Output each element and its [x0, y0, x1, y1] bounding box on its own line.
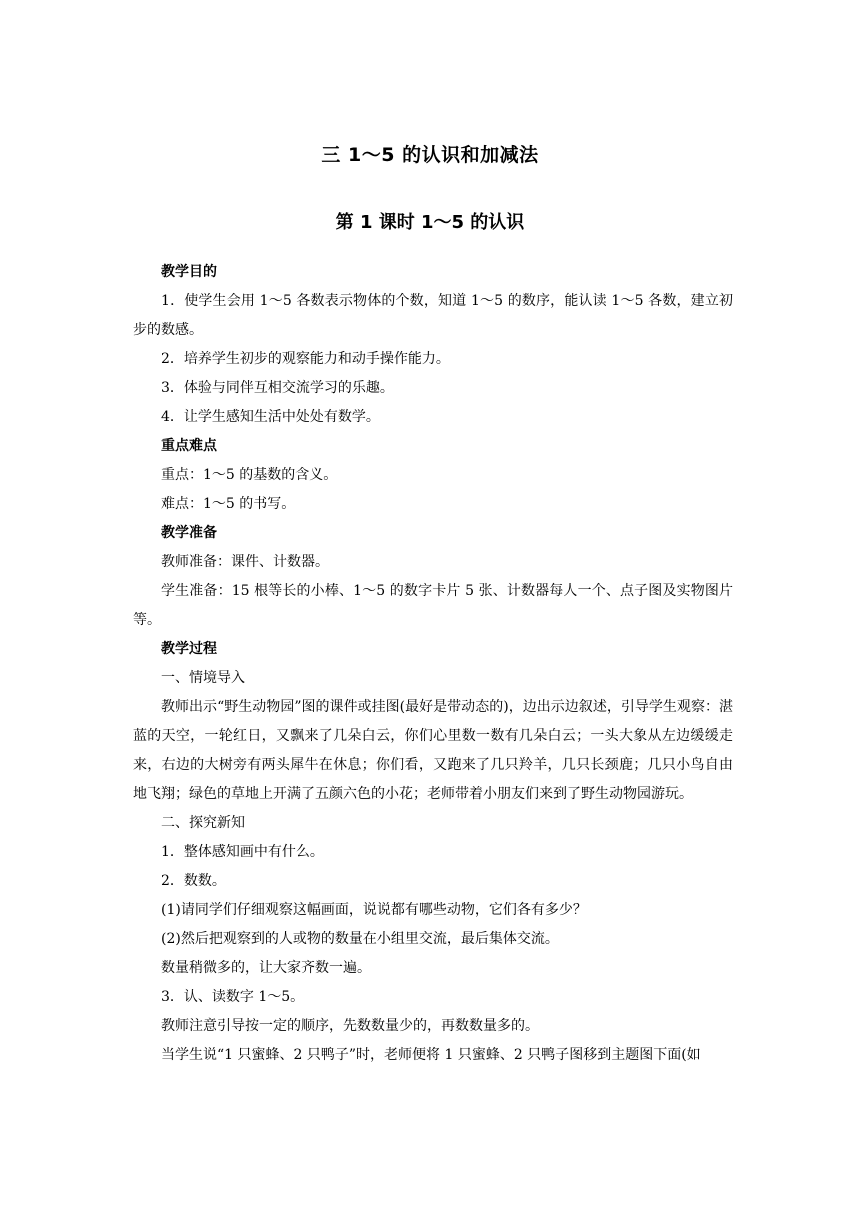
- chapter-title: 三 1～5 的认识和加减法: [321, 144, 539, 166]
- paragraph: 难点：1～5 的书写。: [161, 496, 296, 512]
- paragraph: 4．让学生感知生活中处处有数学。: [161, 409, 380, 425]
- section-heading: 教学准备: [161, 525, 217, 541]
- paragraph: 3．认、读数字 1～5。: [161, 989, 305, 1005]
- paragraph: 二、探究新知: [161, 815, 245, 831]
- paragraph: 3．体验与同伴互相交流学习的乐趣。: [161, 380, 394, 396]
- paragraph: 数量稍微多的，让大家齐数一遍。: [161, 960, 371, 976]
- lesson-title: 第 1 课时 1～5 的认识: [335, 212, 525, 233]
- paragraph: 2．数数。: [161, 873, 226, 889]
- section-heading: 教学目的: [161, 264, 217, 280]
- paragraph: 1．使学生会用 1～5 各数表示物体的个数，知道 1～5 的数序，能认读 1～5 各数，建立初步的数感。: [133, 293, 733, 338]
- paragraph: 一、情境导入: [161, 670, 245, 686]
- paragraph: 当学生说“1 只蜜蜂、2 只鸭子”时，老师便将 1 只蜜蜂、2 只鸭子图移到主题图下面(如: [161, 1047, 701, 1063]
- paragraph: 2．培养学生初步的观察能力和动手操作能力。: [161, 351, 450, 367]
- paragraph: 重点：1～5 的基数的含义。: [161, 467, 338, 483]
- paragraph: 学生准备：15 根等长的小棒、1～5 的数字卡片 5 张、计数器每人一个、点子图及实物图片等。: [133, 583, 733, 628]
- paragraph: (2)然后把观察到的人或物的数量在小组里交流，最后集体交流。: [161, 931, 559, 947]
- paragraph: 教师出示“野生动物园”图的课件或挂图(最好是带动态的)，边出示边叙述，引导学生观察：湛蓝的天空，一轮红日，又飘来了几朵白云，你们心里数一数有几朵白云；一头大象从左边缓缓走来，右边的大树旁有两头犀牛在休息；你们看，又跑来了几只羚羊，几只长颈鹿；几只小鸟自由地飞翔；绿色的草地上开满了五颜六色的小花；老师带着小朋友们来到了野生动物园游玩。: [133, 699, 733, 802]
- paragraph: 教师注意引导按一定的顺序，先数数量少的，再数数量多的。: [161, 1018, 539, 1034]
- paragraph: (1)请同学们仔细观察这幅画面，说说都有哪些动物，它们各有多少？: [161, 902, 587, 918]
- paragraph: 教师准备：课件、计数器。: [161, 554, 329, 570]
- section-heading: 教学过程: [161, 641, 217, 657]
- paragraph: 1．整体感知画中有什么。: [161, 844, 324, 860]
- section-heading: 重点难点: [161, 438, 217, 454]
- document-body: [133, 258, 733, 1070]
